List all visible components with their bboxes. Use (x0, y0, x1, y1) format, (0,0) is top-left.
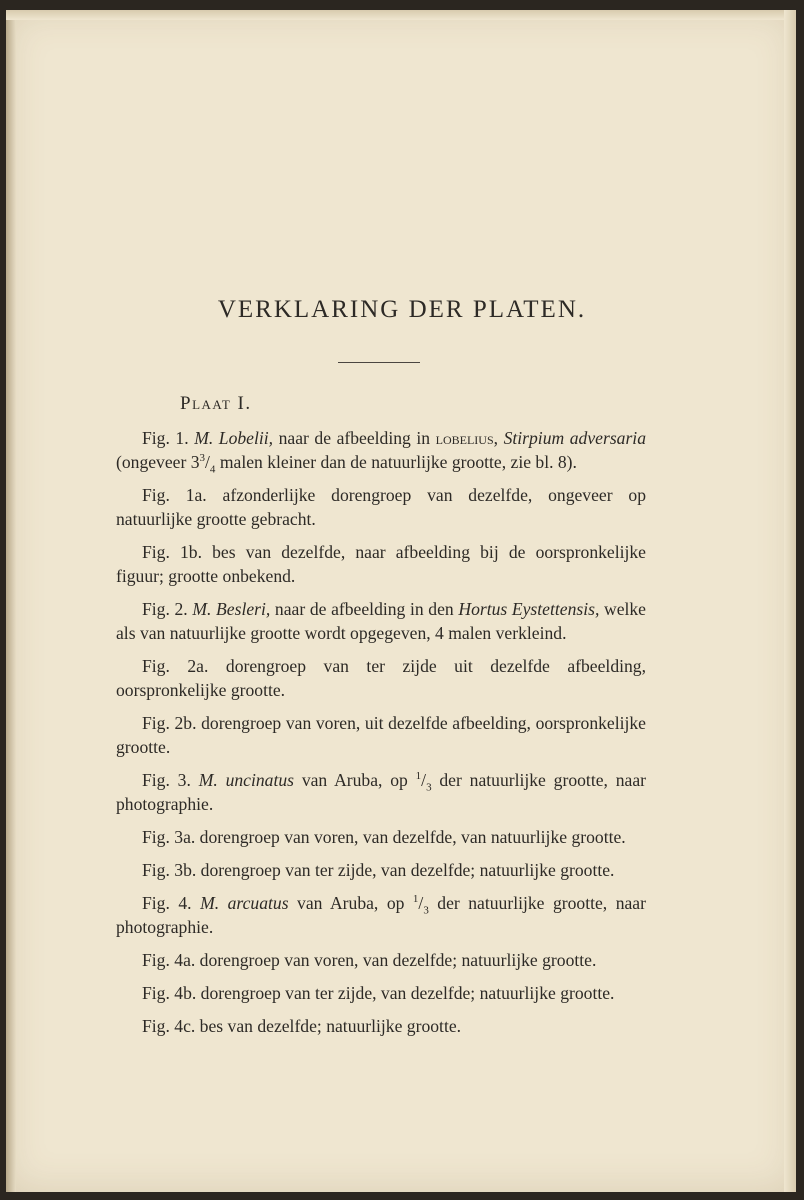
figure-text: dorengroep van ter zijde, van dezelfde; natuurlijke grootte. (196, 860, 615, 880)
figure-label: Fig. 2. (142, 599, 188, 619)
figure-text: dorengroep van voren, uit dezelfde afbeelding, oorspronkelijke grootte. (116, 713, 646, 757)
figure-entry (116, 825, 646, 849)
figure-text: (ongeveer 3 (116, 452, 200, 472)
figure-text: naar de afbeelding in den (270, 599, 459, 619)
figure-entry (116, 597, 646, 645)
figure-label: Fig. 3b. (142, 860, 197, 880)
figure-text: M. arcuatus (200, 893, 289, 913)
figure-entry (116, 948, 646, 972)
figure-text: van Aruba, op (288, 893, 413, 913)
figure-text: lobelius (435, 428, 494, 448)
figure-text: der natuurlijke grootte, naar photographie. (116, 893, 646, 937)
figure-text: dorengroep van ter zijde uit dezelfde afbeelding, oorspronkelijke grootte. (116, 656, 646, 700)
figure-label: Fig. 1. (142, 428, 189, 448)
figure-label: Fig. 4a. (142, 950, 196, 970)
figure-text: M. uncinatus (198, 770, 295, 790)
figure-text (191, 770, 199, 790)
figure-text: welke als van natuurlijke grootte wordt opgegeven, 4 malen verkleind. (116, 599, 646, 643)
figure-text: 4 (209, 463, 216, 476)
figure-text: der natuurlijke grootte, naar photographie. (116, 770, 647, 814)
figure-text: van Aruba, op (294, 770, 416, 790)
figure-text: Hortus Eystettensis, (458, 599, 600, 619)
figure-entry (116, 981, 646, 1005)
page-top-edge (6, 10, 796, 20)
figure-label: Fig. 3a. (142, 827, 196, 847)
figure-entry (116, 858, 646, 882)
figure-entry (116, 891, 646, 939)
figure-text: 1 (415, 770, 422, 783)
figure-entry (116, 426, 646, 474)
figure-text: 3 (423, 904, 429, 917)
figure-label: Fig. 2b. (142, 713, 197, 733)
figure-entry (116, 1014, 646, 1038)
figure-label: Fig. 1b. (142, 542, 202, 562)
figure-entry (116, 540, 646, 588)
figure-text: dorengroep van voren, van dezelfde, van natuurlijke grootte. (195, 827, 626, 847)
figure-text: 3 (199, 452, 206, 465)
figure-label: Fig. 3. (142, 770, 191, 790)
figure-text: 1 (412, 893, 419, 906)
page-spine (6, 10, 16, 1192)
plate-heading: Plaat I. (180, 393, 252, 414)
figure-text: naar de afbeelding in (273, 428, 436, 448)
figure-text: / (205, 452, 210, 472)
figure-entry (116, 654, 646, 702)
figure-label: Fig. 4. (142, 893, 192, 913)
figure-label: Fig. 4b. (142, 983, 197, 1003)
figure-text: Stirpium adversaria (503, 428, 646, 448)
figure-text: afzonderlijke dorengroep van dezelfde, ongeveer op natuurlijke grootte gebracht. (116, 485, 646, 529)
figure-entry (116, 483, 646, 531)
figure-label: Fig. 2a. (142, 656, 209, 676)
figure-text: bes van dezelfde; natuurlijke grootte. (195, 1016, 462, 1036)
figure-entry (116, 768, 646, 816)
figure-text: M. Besleri, (192, 599, 271, 619)
figure-text: malen kleiner dan de natuurlijke grootte, zie bl. 8). (215, 452, 577, 472)
figure-text: / (418, 893, 424, 913)
page-right-edge (784, 10, 796, 1192)
figure-text: 3 (426, 781, 432, 794)
title-rule (338, 362, 420, 363)
figure-text: bes van dezelfde, naar afbeelding bij de oorspronkelijke figuur; grootte onbekend. (116, 542, 646, 586)
figure-text: dorengroep van ter zijde, van dezelfde; natuurlijke grootte. (196, 983, 615, 1003)
figure-text: / (421, 770, 427, 790)
figure-label: Fig. 4c. (142, 1016, 196, 1036)
figure-text (192, 893, 201, 913)
figure-text: M. Lobelii, (194, 428, 274, 448)
figure-entry (116, 711, 646, 759)
page-title: VERKLARING DER PLATEN. (217, 296, 587, 323)
figure-text: , (493, 428, 504, 448)
figure-text: dorengroep van voren, van dezelfde; natuurlijke grootte. (195, 950, 597, 970)
figure-label: Fig. 1a. (142, 485, 207, 505)
figure-list (116, 426, 646, 1047)
